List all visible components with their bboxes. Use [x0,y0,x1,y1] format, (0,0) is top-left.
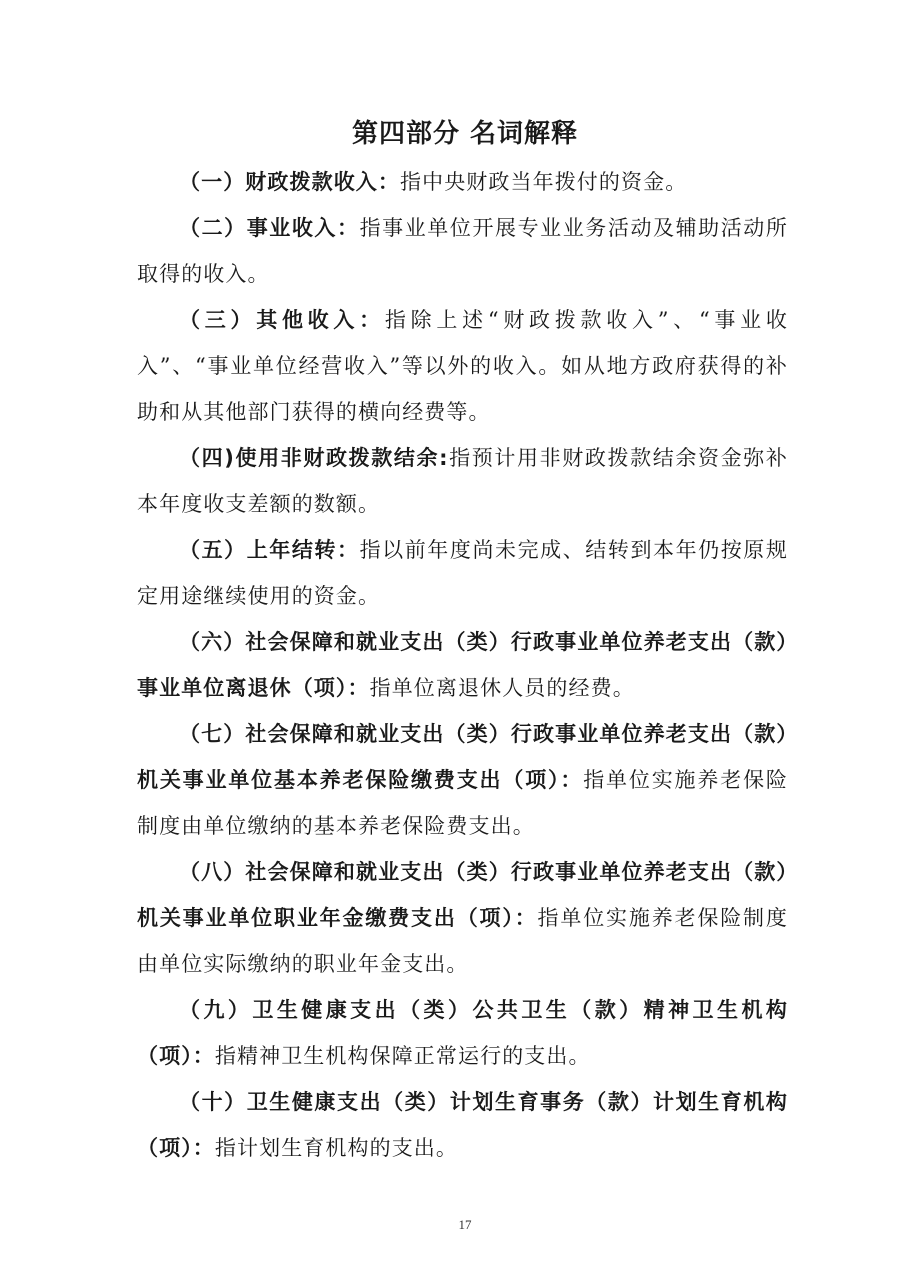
entry-definition: 指计划生育机构的支出。 [214,1136,459,1160]
entry-term: （五）上年结转： [179,538,360,562]
glossary-entry-6 [137,619,788,711]
page-number: 17 [458,1217,472,1232]
entry-term: （六）社会保障和就业支出（类）行政事业单位养老支出（款）事业单位离退休（项）： [137,630,788,700]
glossary-entry-1 [137,159,788,205]
entry-definition: 指中央财政当年拨付的资金。 [400,170,688,194]
glossary-entry-8 [137,849,788,987]
glossary-body [137,159,788,1171]
glossary-entry-7 [137,711,788,849]
glossary-entry-4 [137,435,788,527]
entry-definition: 指事业单位开展专业业务活动及辅助活动所取得的收入。 [137,216,788,286]
entry-definition: 指单位实施养老保险制度由单位实际缴纳的职业年金支出。 [137,906,788,976]
entry-definition: 指以前年度尚未完成、结转到本年仍按原规定用途继续使用的资金。 [137,538,788,608]
entry-term: （四)使用非财政拨款结余: [179,446,449,470]
entry-term: （十）卫生健康支出（类）计划生育事务（款）计划生育机构（项）： [137,1090,788,1160]
entry-term: （三）其他收入： [179,308,385,332]
entry-term: （七）社会保障和就业支出（类）行政事业单位养老支出（款）机关事业单位基本养老保险缴费支出（项）： [137,722,788,792]
entry-term: （二）事业收入： [179,216,360,240]
entry-definition: 指精神卫生机构保障正常运行的支出。 [214,1044,591,1068]
entry-definition: 指除上述“财政拨款收入”、“事业收入”、“事业单位经营收入”等以外的收入。如从地方政府获得的补助和从其他部门获得的横向经费等。 [137,308,788,424]
entry-definition: 指预计用非财政拨款结余资金弥补本年度收支差额的数额。 [137,446,788,516]
glossary-entry-10 [137,1079,788,1171]
page-title: 第四部分 名词解释 [351,119,579,149]
entry-definition: 指单位离退休人员的经费。 [369,676,635,700]
glossary-entry-3 [137,297,788,435]
glossary-entry-9 [137,987,788,1079]
glossary-entry-2 [137,205,788,297]
entry-definition: 指单位实施养老保险制度由单位缴纳的基本养老保险费支出。 [137,768,789,838]
entry-term: （八）社会保障和就业支出（类）行政事业单位养老支出（款）机关事业单位职业年金缴费支出（项）： [137,860,788,930]
glossary-entry-5 [137,527,788,619]
entry-term: （九）卫生健康支出（类）公共卫生（款）精神卫生机构（项）： [137,998,788,1068]
entry-term: （一）财政拨款收入： [179,170,400,194]
